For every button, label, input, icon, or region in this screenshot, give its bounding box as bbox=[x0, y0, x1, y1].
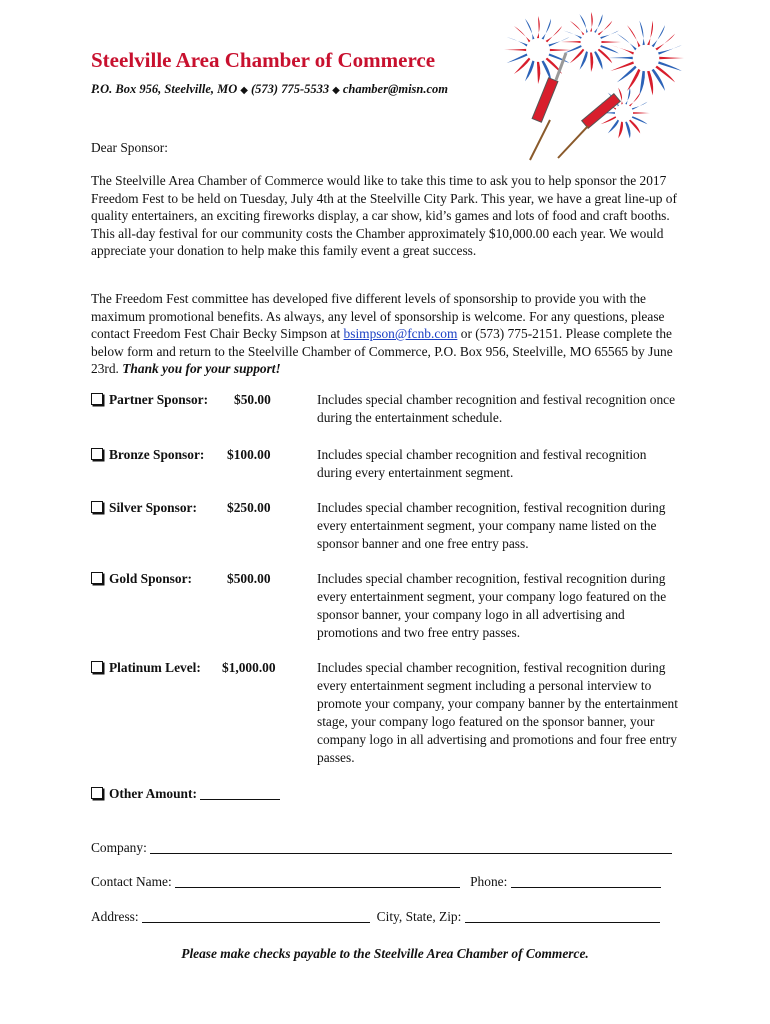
contact-name-field[interactable] bbox=[175, 874, 460, 888]
tier-price: $100.00 bbox=[227, 447, 271, 462]
firework-ray bbox=[514, 58, 530, 74]
tier-description: Includes special chamber recognition and festival recognition once during the entertainment schedule. bbox=[317, 392, 676, 425]
firework-ray bbox=[639, 21, 644, 46]
phone-label: Phone: bbox=[470, 874, 508, 889]
firework-ray bbox=[658, 45, 682, 55]
tier-price: $50.00 bbox=[234, 392, 271, 407]
firework-ray bbox=[625, 88, 630, 105]
firework-ray bbox=[594, 51, 602, 69]
tier-name: Partner Sponsor: bbox=[109, 392, 209, 407]
firework-ray bbox=[633, 112, 650, 114]
platinum-checkbox[interactable] bbox=[91, 661, 103, 673]
other-amount-checkbox[interactable] bbox=[91, 787, 103, 799]
firework-ray bbox=[610, 45, 634, 55]
paragraph-text: or (573) 775-2151. Please complete the below form and return to the Steelville Chamber of Commerce, P.O. Box 956, Steelville, MO 65565 by June 23rd. bbox=[91, 326, 673, 376]
tier-bronze bbox=[91, 446, 691, 486]
firework-ray bbox=[580, 14, 588, 32]
firework-ray bbox=[608, 120, 619, 134]
tier-name: Bronze Sponsor: bbox=[109, 447, 205, 462]
tier-other bbox=[91, 785, 691, 805]
other-amount-label: Other Amount: bbox=[109, 786, 197, 801]
paragraph-text: The Freedom Fest committee has developed five different levels of sponsorship to provide you with the maximum promotional benefits. As always, any level of sponsorship is welcome. For any questions, please contact Freedom Fest Chair Becky Simpson at bbox=[91, 291, 665, 341]
chamber-title: Steelville Area Chamber of Commerce bbox=[91, 48, 436, 72]
separator-diamond-icon: ◆ bbox=[332, 85, 340, 96]
tier-description: Includes special chamber recognition, festival recognition during every entertainment segment including a personal interview to promote your company, your company banner by the entertainment stage, your company logo featured on the sponsor banner, your company logo in all advertising and promotions and four free entry passes. bbox=[317, 660, 678, 765]
contact-name-label: Contact Name: bbox=[91, 874, 172, 889]
city-state-zip-field[interactable] bbox=[465, 909, 660, 923]
contact-line bbox=[91, 82, 448, 97]
tier-gold bbox=[91, 570, 691, 644]
chamber-phone: (573) 775-5533 bbox=[251, 82, 330, 96]
tier-description: Includes special chamber recognition and festival recognition during every entertainment segment. bbox=[317, 447, 647, 480]
chair-email-link[interactable]: bsimpson@fcnb.com bbox=[343, 326, 458, 341]
address-row bbox=[91, 909, 660, 925]
firework-ray bbox=[514, 26, 530, 42]
address-field[interactable] bbox=[142, 909, 370, 923]
tier-price: $250.00 bbox=[227, 500, 271, 515]
firework-ray bbox=[608, 57, 633, 59]
sponsorship-paragraph bbox=[91, 290, 681, 378]
contact-row bbox=[91, 874, 661, 890]
thank-you-note: Thank you for your support! bbox=[122, 361, 281, 376]
tier-name: Silver Sponsor: bbox=[109, 500, 197, 515]
tier-platinum bbox=[91, 659, 691, 769]
gold-checkbox[interactable] bbox=[91, 572, 103, 584]
firework-ray bbox=[625, 122, 630, 139]
firework-ray bbox=[617, 34, 637, 51]
company-field[interactable] bbox=[150, 840, 672, 854]
firework-ray bbox=[627, 25, 640, 47]
firework-ray bbox=[563, 45, 581, 53]
firework-ray bbox=[570, 49, 584, 63]
bronze-checkbox[interactable] bbox=[91, 448, 103, 460]
firework-ray bbox=[639, 71, 645, 96]
partner-checkbox[interactable] bbox=[91, 393, 103, 405]
silver-checkbox[interactable] bbox=[91, 501, 103, 513]
firework-ray bbox=[629, 120, 640, 134]
firework-ray bbox=[601, 41, 621, 43]
firework-ray bbox=[550, 49, 572, 51]
firework-ray bbox=[632, 102, 648, 110]
firework-ray bbox=[652, 25, 665, 47]
payment-note: Please make checks payable to the Steelville Area Chamber of Commerce. bbox=[181, 946, 589, 961]
firework-ray bbox=[561, 41, 581, 43]
firework-ray bbox=[537, 16, 540, 38]
firework-ray bbox=[594, 14, 602, 32]
tier-silver bbox=[91, 499, 691, 555]
firework-ray bbox=[629, 93, 640, 107]
firework-ray bbox=[507, 54, 528, 63]
firework-ray bbox=[504, 49, 526, 51]
firework-ray bbox=[507, 37, 528, 46]
tier-price: $1,000.00 bbox=[222, 660, 276, 675]
company-row bbox=[91, 840, 672, 856]
firework-ray bbox=[618, 122, 623, 139]
firework-ray bbox=[600, 31, 618, 39]
firework-ray bbox=[601, 116, 617, 124]
firework-ray bbox=[659, 57, 684, 59]
firework-ray bbox=[632, 116, 648, 124]
phone-field[interactable] bbox=[511, 874, 661, 888]
mailing-address: P.O. Box 956, Steelville, MO bbox=[91, 82, 238, 96]
chamber-email: chamber@misn.com bbox=[342, 82, 449, 96]
tier-partner bbox=[91, 391, 691, 431]
tier-description: Includes special chamber recognition, festival recognition during every entertainment segment, your company logo featured on the sponsor banner, your company logo in all advertising and promotions and two free entry passes. bbox=[317, 571, 667, 640]
company-label: Company: bbox=[91, 840, 147, 855]
firework-ray bbox=[525, 19, 534, 40]
intro-paragraph: The Steelville Area Chamber of Commerce would like to take this time to ask you to help sponsor the 2017 Freedom Fest to be held on Tuesday, July 4th at the Steelville City Park. This year, we have a great line-up of quality entertainers, an exciting fireworks display, a car show, kid’s games and lots of food and craft booths. This all-day festival for our community costs the Chamber approximately $10,000.00 each year. We would appreciate your donation to help make this family event a great success. bbox=[91, 173, 677, 258]
firework-ray bbox=[549, 37, 570, 46]
other-amount-field[interactable] bbox=[200, 786, 280, 800]
tier-price: $500.00 bbox=[227, 571, 271, 586]
city-state-zip-label: City, State, Zip: bbox=[376, 909, 462, 924]
firework-ray bbox=[590, 52, 593, 72]
greeting: Dear Sponsor: bbox=[91, 140, 168, 155]
firework-ray bbox=[647, 71, 653, 96]
firework-ray bbox=[570, 21, 584, 35]
firework-ray bbox=[647, 21, 653, 46]
firework-ray bbox=[610, 61, 634, 71]
separator-diamond-icon: ◆ bbox=[240, 85, 248, 96]
tier-name: Gold Sponsor: bbox=[109, 571, 192, 586]
firework-ray bbox=[590, 12, 593, 32]
firework-ray bbox=[563, 31, 581, 39]
firework-ray bbox=[537, 62, 540, 84]
tier-description: Includes special chamber recognition, festival recognition during every entertainment segment, your company name listed on the sponsor banner and one free entry pass. bbox=[317, 500, 666, 551]
firework-ray bbox=[655, 34, 675, 51]
firework-ray bbox=[542, 19, 551, 40]
tier-name: Platinum Level: bbox=[109, 660, 201, 675]
address-label: Address: bbox=[91, 909, 139, 924]
